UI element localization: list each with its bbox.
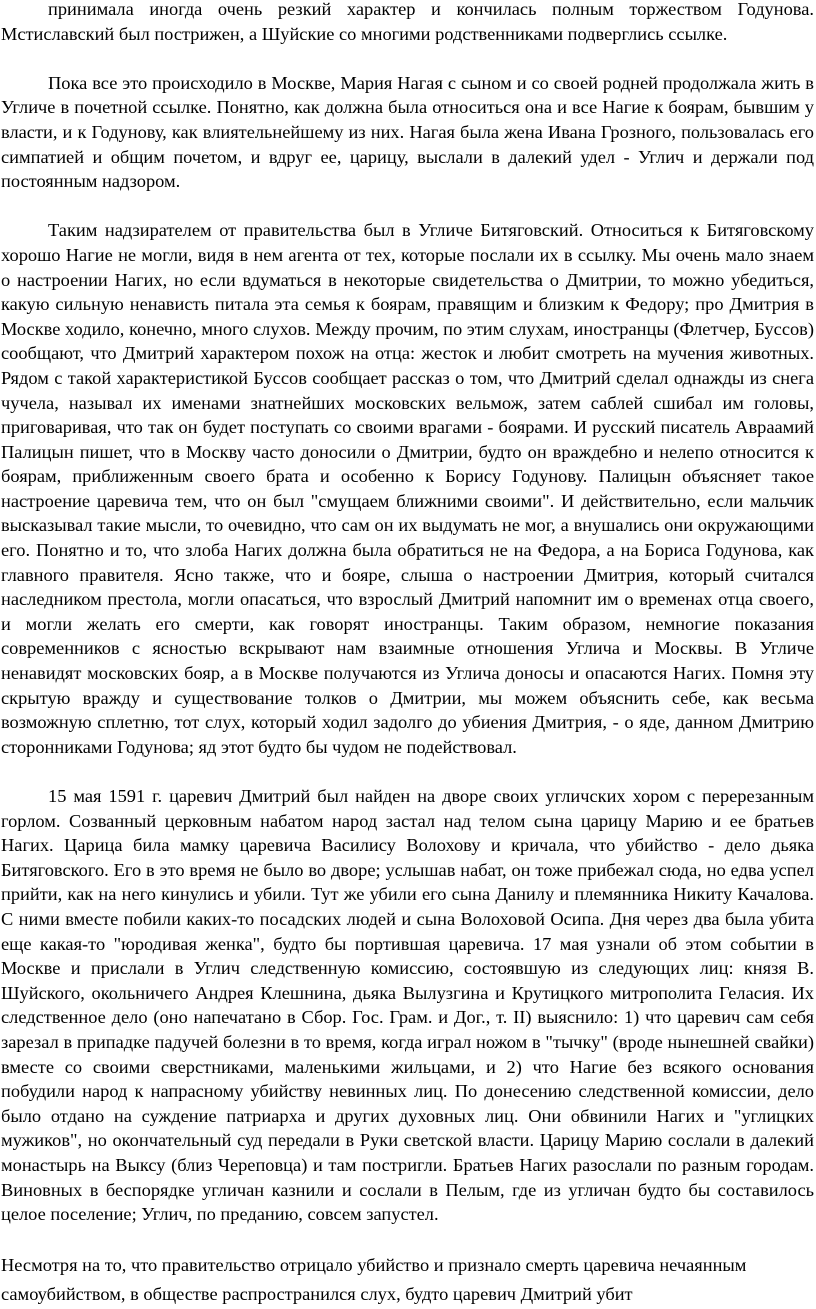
paragraph-gap bbox=[1, 46, 814, 71]
paragraph-rumor: Несмотря на то, что правительство отрицало убийство и признало смерть царевича нечаянным самоубийством, в обществе распространился слух, будто царевич Дмитрий убит bbox=[1, 1255, 747, 1305]
paragraph-bityagovsky: Таким надзирателем от правительства был в Угличе Битяговский. Относиться к Битяговскому хорошо Нагие не могли, видя в нем агента от тех, которые послали их в ссылку. Мы очень мало знаем о настроении Нагих, но если вдуматься в некоторые свидетельства о Дмитрии, то можно убедиться, какую сильную ненависть питала эта семья к боярам, правящим и близким к Федору; про Дмитрия в Москве ходило, конечно, много слухов. Между прочим, по этим слухам, иностранцы (Флетчер, Буссов) сообщают, что Дмитрий характером похож на отца: жесток и любит смотреть на мучения животных. Рядом с такой характеристикой Буссов сообщает рассказ о том, что Дмитрий сделал однажды из снега чучела, называл их именами знатнейших московских вельмож, затем саблей сшибал им головы, приговаривая, что так он будет поступать со своими врагами - боярами. И русский писатель Авраамий Палицын пишет, что в Москву часто доносили о Дмитрии, будто он враждебно и нелепо относится к боярам, приближенным своего брата и особенно к Борису Годунову. Палицын объясняет такое настроение царевича тем, что он был "смущаем ближними своими". И действительно, если мальчик высказывал такие мысли, то очевидно, что сам он их выдумать не мог, а внушались они окружающими его. Понятно и то, что злоба Нагих должна была обратиться не на Федора, а на Бориса Годунова, как главного правителя. Ясно также, что и бояре, слыша о настроении Дмитрия, который считался наследником престола, могли опасаться, что взрослый Дмитрий напомнит им о временах отца своего, и могли желать его смерти, как говорят иностранцы. Таким образом, немногие показания современников с ясностью вскрывают нам взаимные отношения Углича и Москвы. В Угличе ненавидят московских бояр, а в Москве получаются из Углича доносы и опасаются Нагих. Помня эту скрытую вражду и существование толков о Дмитрии, мы можем объяснить себе, как весьма возможную сплетню, тот слух, который ходил задолго до убиения Дмитрия, - о яде, данном Дмитрию сторонниками Годунова; яд этот будто бы чудом не подействовал. bbox=[1, 220, 814, 757]
paragraph-continuation: принимала иногда очень резкий характер и кончилась полным торжеством Годунова. Мстиславский был пострижен, а Шуйские со многими родственниками подверглись ссылке. bbox=[1, 0, 814, 44]
paragraph-gap bbox=[1, 1227, 814, 1252]
paragraph-maria-nagaya: Пока все это происходило в Москве, Мария Нагая с сыном и со своей родней продолжала жить в Угличе в почетной ссылке. Понятно, как должна была относиться она и все Нагие к боярам, бывшим у власти, и к Годунову, как влиятельнейшему из них. Нагая была жена Ивана Грозного, пользовалась его симпатией и общим почетом, и вдруг ее, царицу, выслали в далекий удел - Углич и держали под постоянным надзором. bbox=[1, 72, 814, 192]
paragraph-gap bbox=[1, 194, 814, 219]
paragraph-may-15-1591: 15 мая 1591 г. царевич Дмитрий был найден на дворе своих угличских хором с перерезанным горлом. Созванный церковным набатом народ застал над телом сына царицу Марию и ее братьев Нагих. Царица била мамку царевича Василису Волохову и кричала, что убийство - дело дьяка Битяговского. Его в это время не было во дворе; услышав набат, он тоже прибежал сюда, но едва успел прийти, как на него кинулись и убили. Тут же убили его сына Данилу и племянника Никиту Качалова. С ними вместе побили каких-то посадских людей и сына Волоховой Осипа. Дня через два была убита еще какая-то "юродивая женка", будто бы портившая царевича. 17 мая узнали об этом событии в Москве и прислали в Углич следственную комиссию, состоявшую из следующих лиц: князя В. Шуйского, окольничего Андрея Клешнина, дьяка Вылузгина и Крутицкого митрополита Геласия. Их следственное дело (оно напечатано в Сбор. Гос. Грам. и Дог., т. II) выяснило: 1) что царевич сам себя зарезал в припадке падучей болезни в то время, когда играл ножом в "тычку" (вроде нынешней свайки) вместе со своими сверстниками, маленькими жильцами, и 2) что Нагие без всякого основания побудили народ к напрасному убийству невинных лиц. По донесению следственной комиссии, дело было отдано на суждение патриарха и других духовных лиц. Они обвинили Нагих и "углицких мужиков", но окончательный суд передали в Руки светской власти. Царицу Марию сослали в далекий монастырь на Выксу (близ Череповца) и там постригли. Братьев Нагих разослали по разным городам. Виновных в беспорядке угличан казнили и сослали в Пелым, где из угличан будто бы составилось целое поселение; Углич, по преданию, совсем запустел. bbox=[1, 786, 814, 1225]
paragraph-gap bbox=[1, 759, 814, 784]
